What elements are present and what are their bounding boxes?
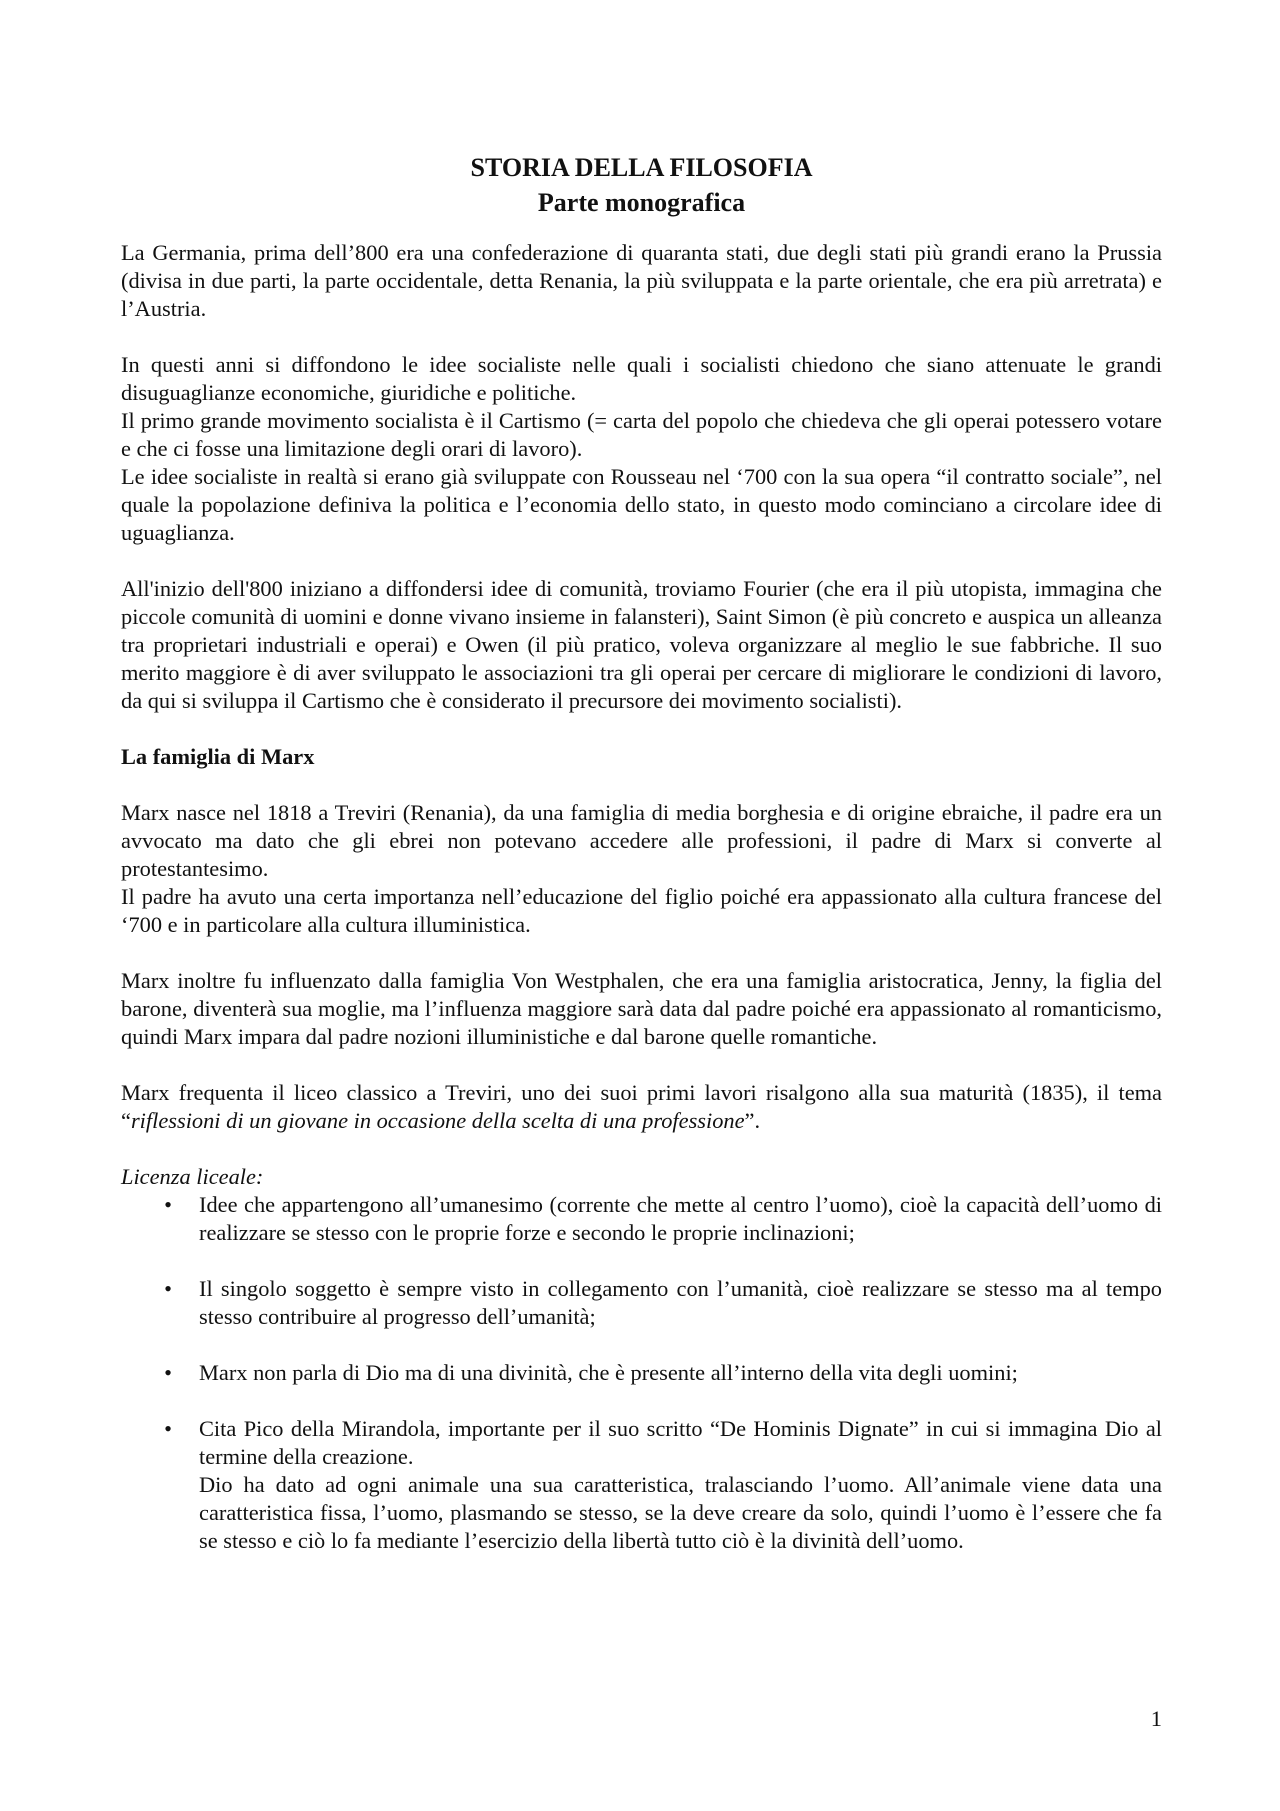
socialism-block xyxy=(121,351,1162,547)
list-item-text: Idee che appartengono all’umanesimo (corrente che mette al centro l’uomo), cioè la capacità dell’uomo di realizzare se stesso con le proprie forze e secondo le proprie inclinazioni; xyxy=(199,1192,1162,1245)
essay-title: riflessioni di un giovane in occasione della scelta di una professione xyxy=(130,1108,745,1133)
list-item xyxy=(121,1359,1162,1387)
paragraph-father: Il padre ha avuto una certa importanza nell’educazione del figlio poiché era appassionato alla cultura francese del ‘700 e in particolare alla cultura illuministica. xyxy=(121,884,1162,937)
list-label: Licenza liceale: xyxy=(121,1164,264,1189)
bullet-icon: • xyxy=(164,1276,172,1301)
document-subtitle: Parte monografica xyxy=(537,188,746,217)
list-item-text-continued: Dio ha dato ad ogni animale una sua caratteristica, tralasciando l’uomo. All’animale viene data una caratteristica fissa, l’uomo, plasmando se stesso, se la deve creare da solo, quindi l’uomo è l’essere che fa se stesso e ciò lo fa mediante l’esercizio della libertà tutto ciò è la divinità dell’uomo. xyxy=(199,1472,1162,1553)
paragraph-cartismo: Il primo grande movimento socialista è il Cartismo (= carta del popolo che chiedeva che gli operai potessero votare e che ci fosse una limitazione degli orari di lavoro). xyxy=(121,408,1162,461)
list-item-text: Marx non parla di Dio ma di una divinità, che è presente all’interno della vita degli uomini; xyxy=(199,1360,1018,1385)
bullet-icon: • xyxy=(164,1416,172,1441)
paragraph-rousseau: Le idee socialiste in realtà si erano già sviluppate con Rousseau nel ‘700 con la sua opera “il contratto sociale”, nel quale la popolazione definiva la politica e l’economia dello stato, in questo modo cominciano a circolare idee di uguaglianza. xyxy=(121,464,1162,545)
family-block xyxy=(121,799,1162,939)
liceo-text-end: ”. xyxy=(744,1108,761,1133)
bullet-icon: • xyxy=(164,1360,172,1385)
paragraph-communities: All'inizio dell'800 iniziano a diffondersi idee di comunità, troviamo Fourier (che era il più utopista, immagina che piccole comunità di uomini e donne vivano insieme in falansteri), Saint Simon (è più concreto e auspica un alleanza tra proprietari industriali e operai) e Owen (il più pratico, voleva organizzare al meglio le sue fabbriche. Il suo merito maggiore è di aver sviluppato le associazioni tra gli operai per cercare di migliorare le condizioni di lavoro, da qui si sviluppa il Cartismo che è considerato il precursore dei movimento socialisti). xyxy=(121,576,1162,713)
paragraph-marx-birth: Marx nasce nel 1818 a Treviri (Renania), da una famiglia di media borghesia e di origine ebraiche, il padre era un avvocato ma dato che gli ebrei non potevano accedere alle professioni, il padre di Marx si converte al protestantesimo. xyxy=(121,800,1162,881)
paragraph-westphalen: Marx inoltre fu influenzato dalla famiglia Von Westphalen, che era una famiglia aristocratica, Jenny, la figlia del barone, diventerà sua moglie, ma l’influenza maggiore sarà data dal padre poiché era appassionato al romanticismo, quindi Marx impara dal padre nozioni illuministiche e dal barone quelle romantiche. xyxy=(121,968,1162,1049)
list-item xyxy=(121,1191,1162,1247)
bullet-icon: • xyxy=(164,1192,172,1217)
section-heading: La famiglia di Marx xyxy=(121,744,315,769)
paragraph-liceo xyxy=(121,1079,1162,1135)
list-item-text: Il singolo soggetto è sempre visto in collegamento con l’umanità, cioè realizzare se stesso ma al tempo stesso contribuire al progresso dell’umanità; xyxy=(199,1276,1162,1329)
paragraph-socialist-ideas: In questi anni si diffondono le idee socialiste nelle quali i socialisti chiedono che siano attenuate le grandi disuguaglianze economiche, giuridiche e politiche. xyxy=(121,352,1162,405)
page-number: 1 xyxy=(1150,1706,1162,1731)
licenza-list xyxy=(121,1191,1162,1555)
list-item xyxy=(121,1415,1162,1555)
liceo-text-start: Marx frequenta il liceo classico a Treviri, uno dei suoi primi lavori risalgono alla sua maturità (1835), il tema “ xyxy=(121,1080,1162,1133)
list-item-text: Cita Pico della Mirandola, importante per il suo scritto “De Hominis Dignate” in cui si immagina Dio al termine della creazione. xyxy=(199,1416,1162,1469)
paragraph-germany: La Germania, prima dell’800 era una confederazione di quaranta stati, due degli stati più grandi erano la Prussia (divisa in due parti, la parte occidentale, detta Renania, la più sviluppata e la parte orientale, che era più arretrata) e l’Austria. xyxy=(121,240,1162,321)
document-title: STORIA DELLA FILOSOFIA xyxy=(470,153,813,182)
document-body xyxy=(121,150,1162,1555)
list-item xyxy=(121,1275,1162,1331)
